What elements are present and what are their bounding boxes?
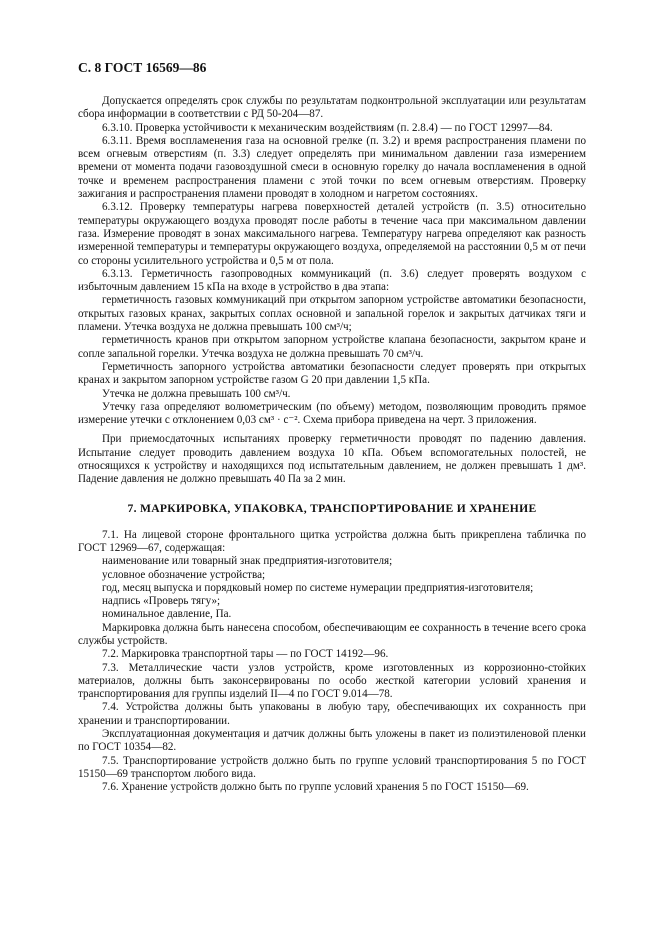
paragraph: 7.5. Транспортирование устройств должно быть по группе условий транспортирования 5 по ГОСТ 15150—69 транспортом любого вида. <box>78 754 586 780</box>
paragraph: 7.3. Металлические части узлов устройств, кроме изготовленных из коррозионно-стойких материалов, должны быть законсервированы по особо жесткой категории условий хранения и транспортирования для группы изделий II—4 по ГОСТ 9.014—78. <box>78 661 586 701</box>
paragraph: 6.3.11. Время воспламенения газа на основной грелке (п. 3.2) и время распространения пламени по всем огневым отверстиям (п. 3.3) следует определять при минимальном давлении газа измерением времени от момента подачи газовоздушной смеси в основную горелку до начала воспламенения в одной точке и временем распространения пламени с этой точки по всем огневым отверстиям. Проверку зажигания и распространения пламени проводят в холодном и нагретом состояниях. <box>78 134 586 201</box>
paragraph: Утечку газа определяют волюметрическим (по объему) методом, позволяющим проводить прямое измерение утечки с отклонением 0,03 см³ · с⁻². Схема прибора приведена на черт. 3 приложения. <box>78 400 586 427</box>
paragraph: герметичность газовых коммуникаций при открытом запорном устройстве автоматики безопасности, открытых газовых кранах, закрытых соплах основной и запальной горелок и закрытых датчиках тяги и пламени. Утечка воздуха не должна превышать 100 см³/ч; <box>78 294 586 334</box>
paragraph: При приемосдаточных испытаниях проверку герметичности проводят по падению давления. Испытание следует проводить давлением воздуха 10 кПа. Объем вспомогательных полостей, не относящихся к устройству и находящихся под испытательным давлением, не должен превышать 1 дм³. Падение давления не должно превышать 40 Па за 2 мин. <box>78 433 586 486</box>
list-item: условное обозначение устройства; <box>102 568 266 581</box>
paragraph: 7.4. Устройства должны быть упакованы в любую тару, обеспечивающих их сохранность при хранении и транспортировании. <box>78 701 586 727</box>
paragraph: 6.3.10. Проверка устойчивости к механическим воздействиям (п. 2.8.4) — по ГОСТ 12997—84. <box>102 121 553 134</box>
document-body <box>78 95 586 795</box>
paragraph: герметичность кранов при открытом запорном устройстве клапана безопасности, закрытом кране и сопле запальной горелки. Утечка воздуха не должна превышать 70 см³/ч. <box>78 334 586 360</box>
list-item: номинальное давление, Па. <box>102 608 232 621</box>
paragraph: Допускается определять срок службы по результатам подконтрольной эксплуатации или результатам сбора информации в соответствии с РД 50-204—87. <box>78 95 586 121</box>
list-item: надпись «Проверь тягу»; <box>102 595 221 608</box>
list-item: год, месяц выпуска и порядковый номер по системе нумерации предприятия-изготовителя; <box>102 581 534 594</box>
paragraph: Эксплуатационная документация и датчик должны быть уложены в пакет из полиэтиленовой пленки по ГОСТ 10354—82. <box>78 728 586 754</box>
paragraph: Маркировка должна быть нанесена способом, обеспечивающим ее сохранность в течение всего срока службы устройств. <box>78 621 586 647</box>
page-header: С. 8 ГОСТ 16569—86 <box>78 60 207 75</box>
paragraph: 6.3.13. Герметичность газопроводных коммуникаций (п. 3.6) следует проверять воздухом с избыточным давлением 15 кПа на входе в устройство в два этапа: <box>78 267 586 294</box>
paragraph: 7.1. На лицевой стороне фронтального щитка устройства должна быть прикреплена табличка по ГОСТ 12969—67, содержащая: <box>78 528 586 554</box>
section-title: 7. МАРКИРОВКА, УПАКОВКА, ТРАНСПОРТИРОВАНИЕ И ХРАНЕНИЕ <box>127 501 537 515</box>
paragraph: 7.2. Маркировка транспортной тары — по ГОСТ 14192—96. <box>102 648 389 661</box>
paragraph: 6.3.12. Проверку температуры нагрева поверхностей деталей устройств (п. 3.5) относительно температуры окружающего воздуха проводят после работы в течение часа при максимальном давлении газа. Измерение проводят в зонах максимального нагрева. Температуру нагрева определяют как разность измеренной температуры и температуры окружающего воздуха, определяемой на расстоянии 0,5 м от печи со стороны усилительного устройства и 0,5 м от пола. <box>78 201 586 267</box>
list-item: наименование или товарный знак предприятия-изготовителя; <box>102 555 393 568</box>
paragraph: Герметичность запорного устройства автоматики безопасности следует проверять при открытых кранах и закрытом запорном устройстве газом G 20 при давлении 1,5 кПа. <box>78 360 586 387</box>
paragraph: Утечка не должна превышать 100 см³/ч. <box>102 387 291 400</box>
paragraph: 7.6. Хранение устройств должно быть по группе условий хранения 5 по ГОСТ 15150—69. <box>102 781 529 794</box>
